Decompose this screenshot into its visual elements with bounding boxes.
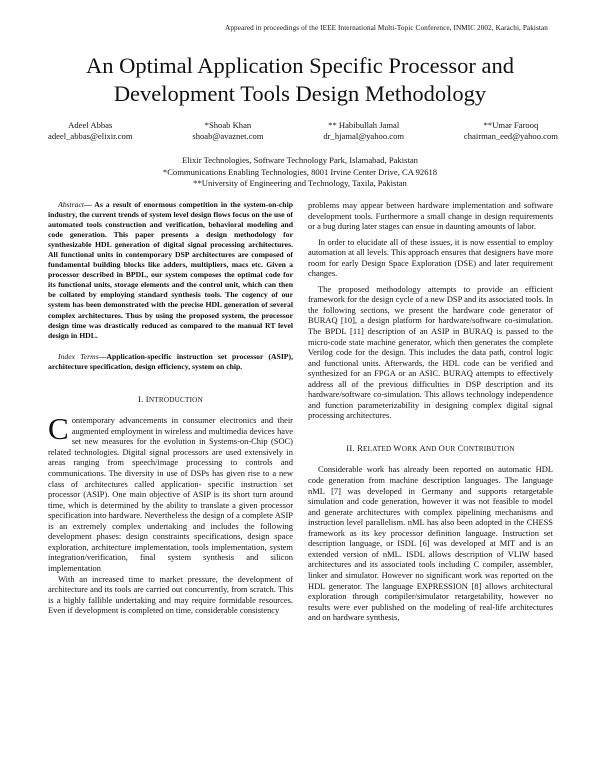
author-name: ** Habibullah Jamal bbox=[328, 120, 400, 130]
index-terms-label: Index Terms bbox=[58, 351, 99, 361]
abstract-label: Abstract bbox=[58, 200, 85, 209]
abstract-text: — As a result of enormous competition in the system-on-chip industry, the current trends of system level design flows focus on the use of automated tools construction and verification, behavioral modeling and code generation. This paper presents a design methodology for synthesizable HDL generation of digital signal processing architectures. All functional units in contemporary DSP architectures are composed of fundamental building blocks like adders, multipliers, macs etc. Given a processor described in BPDL, our system composes the optimal code for its functional units, storage elements and the control unit, which can then be collated by employing standard synthesis tools. The cogency of our system has been demonstrated with the precise HDL generation of several complex architectures. Thus by using the proposed system, the processor design time was drastically reduced as compared to the manual RT level design in HDL. bbox=[48, 200, 293, 340]
affiliation-3: **University of Engineering and Technology, Taxila, Pakistan bbox=[193, 178, 407, 188]
affiliation-2: *Communications Enabling Technologies, 8001 Irvine Center Drive, CA 92618 bbox=[162, 166, 438, 177]
left-column bbox=[48, 200, 293, 616]
author-email: chairman_eed@yahoo.com bbox=[463, 130, 558, 141]
author-name: Adeel Abbas bbox=[68, 120, 113, 130]
author-name: **Umar Farooq bbox=[483, 120, 539, 130]
intro-paragraph-4: In order to elucidate all of these issues, it is now essential to employ automation at all levels. This approach ensures that designers have more room for early Design Space Exploration (DSE) and later requirement changes. bbox=[308, 236, 553, 279]
intro-paragraph-2: With an increased time to market pressure, the development of architecture and its tools are carried out concurrently, from scratch. This is a highly fallible undertaking and may require formidable resources. Even if development is completed on time, considerable consistency bbox=[48, 573, 293, 616]
author-name: *Shoab Khan bbox=[204, 120, 252, 130]
author-4 bbox=[464, 120, 558, 141]
author-1 bbox=[48, 120, 133, 141]
author-email: shoab@avaznet.com bbox=[192, 130, 264, 141]
author-email: adeel_abbas@elixir.com bbox=[48, 130, 133, 141]
author-email: dr_hjamal@yahoo.com bbox=[323, 130, 405, 141]
right-column bbox=[308, 200, 553, 623]
related-work-paragraph-1: Considerable work has already been reported on automatic HDL code generation from machine description languages. The language nML [7] was developed in Germany and supports retargetable simulation and code generation, however it was not feasible to model and generate architectures with complex pipelining mechanisms and instruction level parallelism. nML has also been adopted in the CHESS framework as its key processor definition language. Instruction set description language, or ISDL [6] was developed at MIT and is an extended version of nML. ISDL allows description of VLIW based architectures and its associated tools including C compiler, assembler, linker and simulator. However no significant work was reported on the HDL generator. The language EXPRESSION [8] allows architectural exploration through compiler/simulator retargetability, however no results were ever published on the modeling of real-life architectures and on hardware synthesis, bbox=[308, 464, 553, 623]
intro-paragraph-1: Contemporary advancements in consumer electronics and their augmented employment in wireless and multimedia devices have set new measures for the evolution in Systems-on-Chip (SOC) related technologies. Digital signal processors are used extensively in areas ranging from speech/image processing to controls and communications. The diversity in use of DSPs has given rise to a new class of architectures called application- specific instruction set processor (ASIP). One main objective of ASIP is its short turn around time, which is determined by the ability to translate a given processor specification into hardware. Nevertheless the design of a complete ASIP is an extremely complex undertaking and includes the following development phases: design constraints specifications, design space exploration, architecture implementation, tools implementation, system integration/verification, final system synthesis and silicon implementation bbox=[48, 411, 293, 573]
section-heading-related-work: II. RELATED WORK AND OUR CONTRIBUTION bbox=[346, 442, 515, 453]
affiliations bbox=[0, 155, 600, 190]
abstract bbox=[48, 200, 293, 341]
index-terms bbox=[48, 352, 293, 372]
drop-cap: C bbox=[48, 411, 69, 447]
intro-paragraph-5: The proposed methodology attempts to provide an efficient framework for the design cycle of a new DSP and its associated tools. In the following sections, we present the hardware code generator of BURAQ [10], a design platform for hardware/software co-simulation. The BPDL [11] description of an ASIP in BURAQ is passed to the micro-code state machine generator, which then generates the complete Verilog code for the design. This includes the data path, control logic and functional units. Afterwards, the HDL code can be verified and synthesized for an FPGA or an ASIC. BURAQ attempts to effectively address all of the previous difficulties in DSP description and its hardware/software co-simulation. This allows technology independence and function parameterizability in designing complex digital signal processing architectures. bbox=[308, 283, 553, 421]
section-heading-introduction: I. INTRODUCTION bbox=[138, 393, 203, 404]
title-line-1: An Optimal Application Specific Processor and bbox=[85, 53, 515, 78]
intro-paragraph-3: problems may appear between hardware implementation and software development tools. Furthermore a small change in design requirements or a bug during later stages can ensue in daunting amounts of labor. bbox=[308, 200, 553, 232]
title-line-2: Development Tools Design Methodology bbox=[113, 81, 487, 106]
author-list bbox=[48, 120, 558, 141]
paper-title bbox=[0, 52, 600, 108]
author-2 bbox=[192, 120, 263, 141]
index-terms-text: —Application-specific instruction set processor (ASIP), architecture specification, design efficiency, system on chip. bbox=[48, 351, 293, 371]
author-3 bbox=[323, 120, 404, 141]
conference-note: Appeared in proceedings of the IEEE International Multi-Topic Conference, INMIC 2002, Karachi, Pakistan bbox=[225, 24, 548, 32]
affiliation-1: Elixir Technologies, Software Technology Park, Islamabad, Pakistan bbox=[182, 155, 418, 165]
